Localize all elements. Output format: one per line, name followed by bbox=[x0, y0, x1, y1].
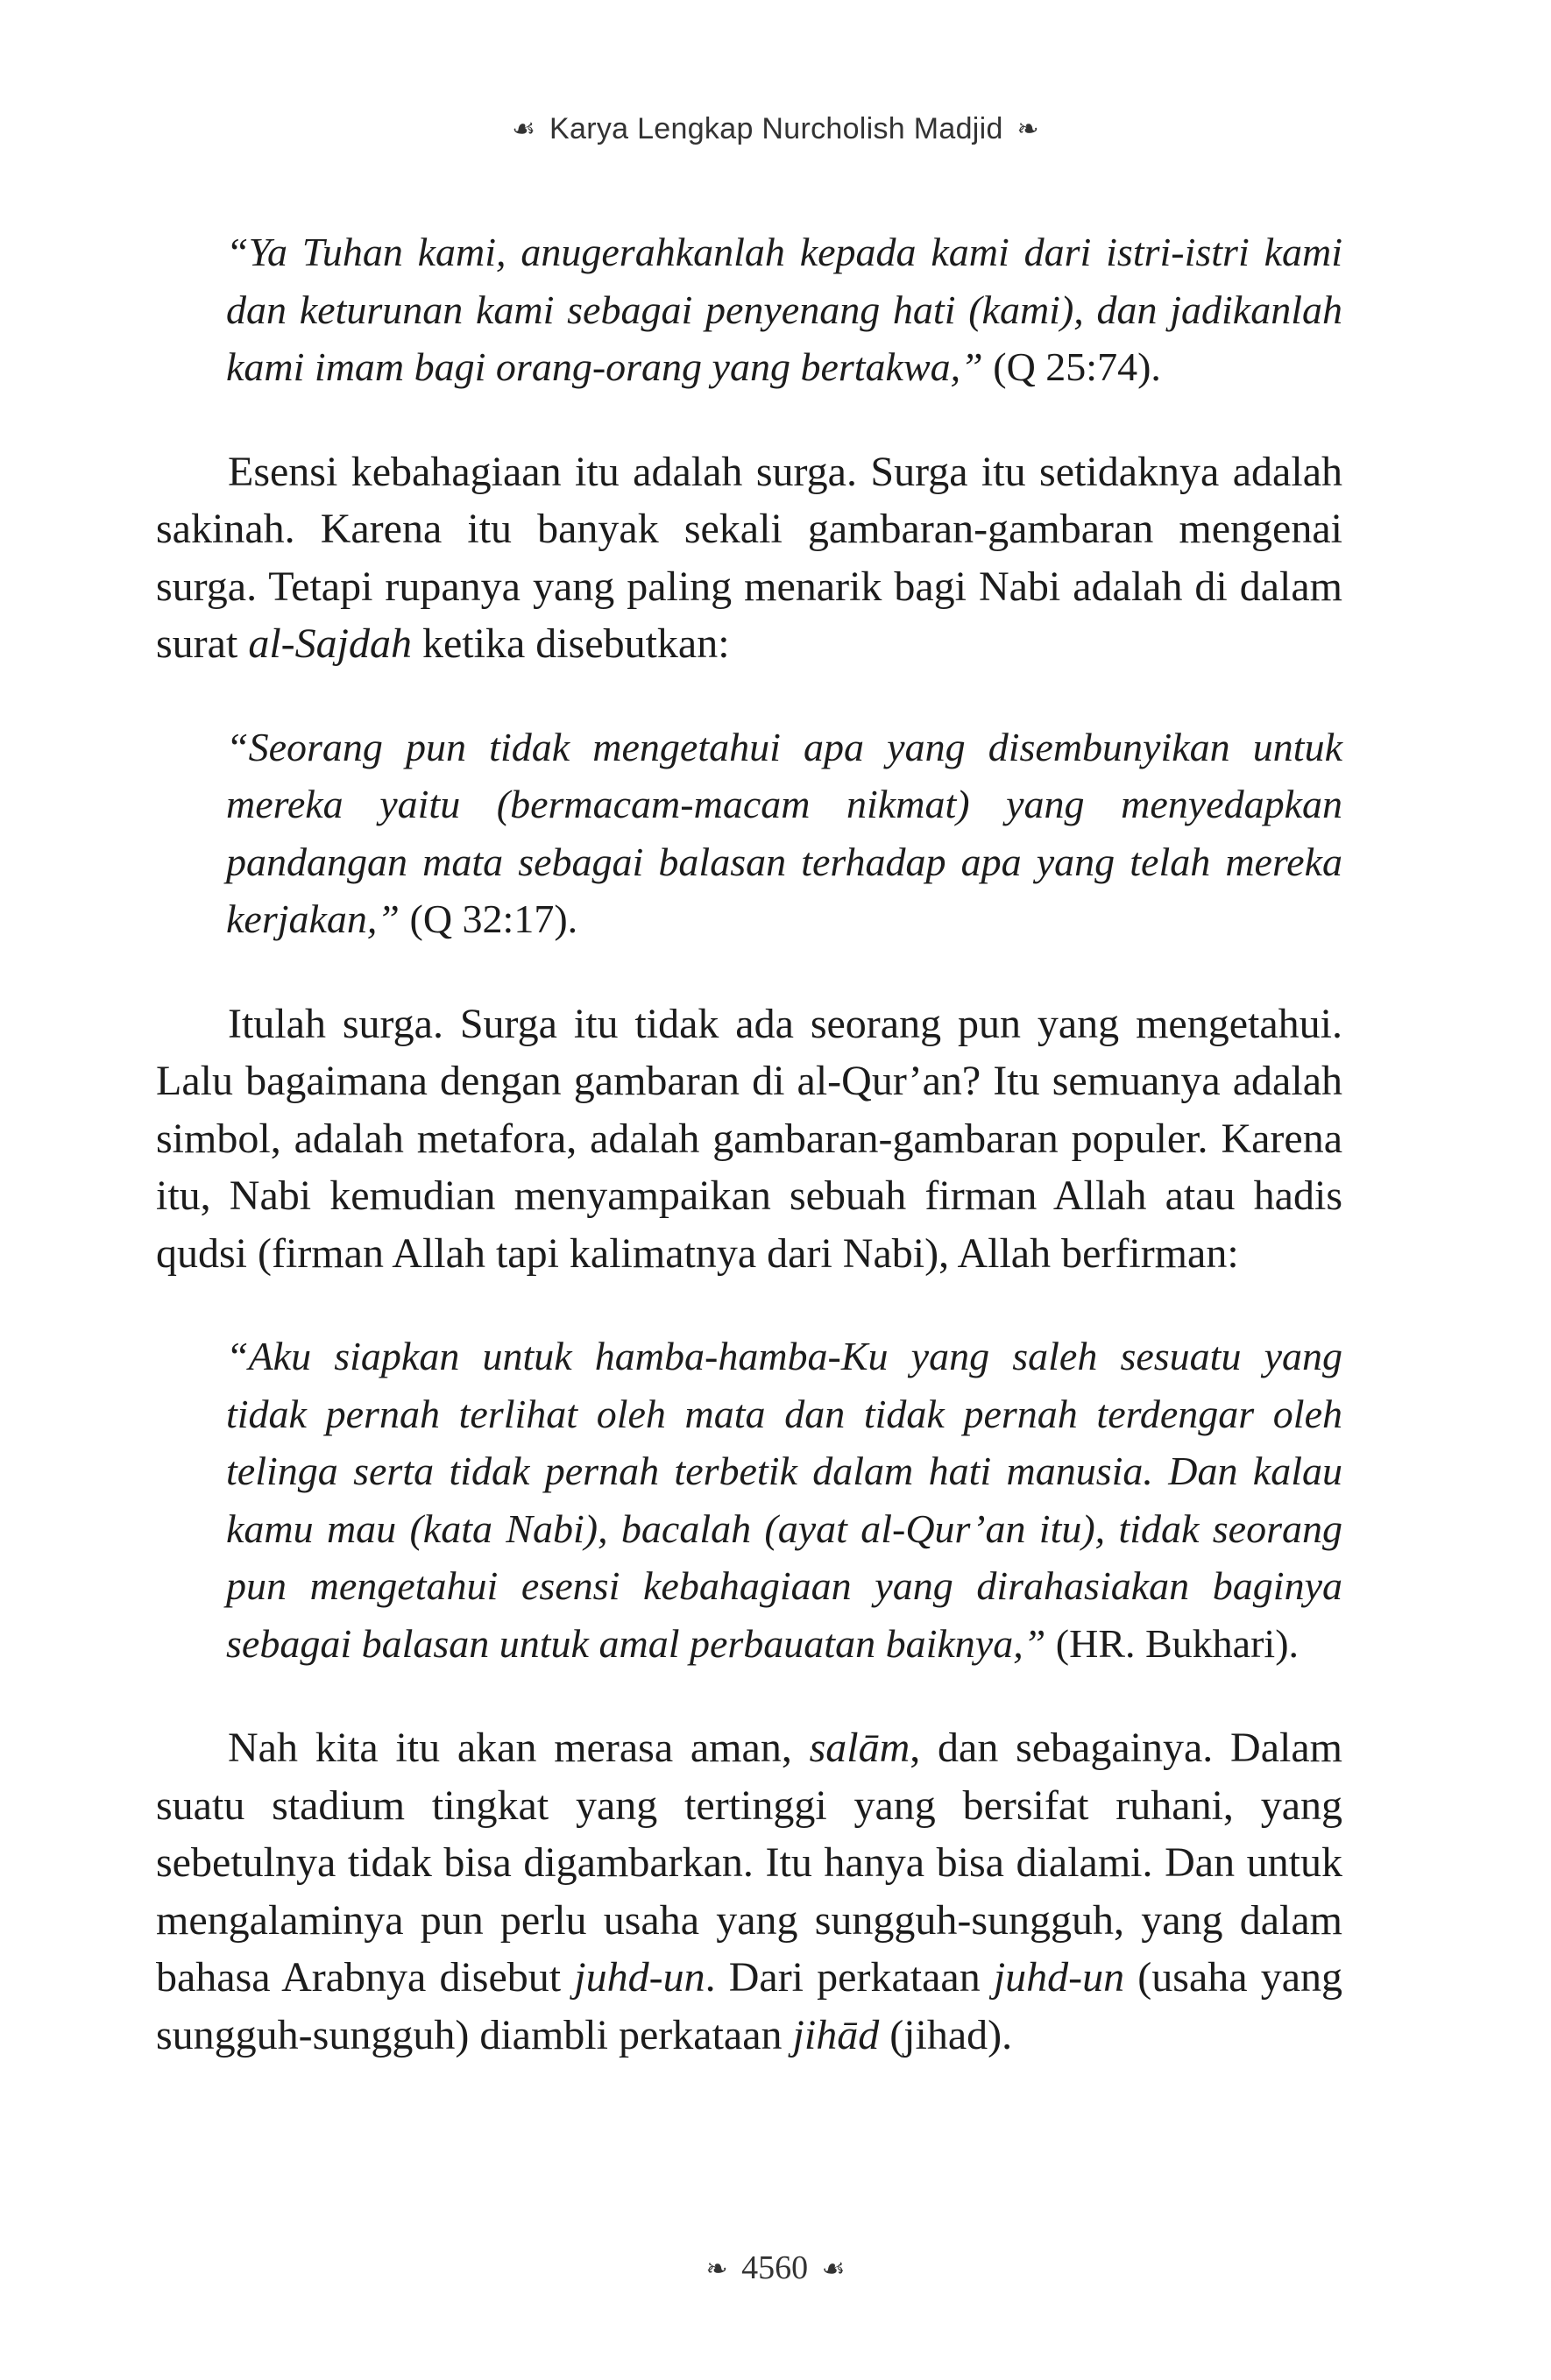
fleuron-right-icon: ❧ bbox=[1016, 114, 1039, 145]
paragraph-2 bbox=[156, 995, 1342, 1283]
paragraph-text: , dan sebagainya. Dalam suatu stadium tingkat yang tertinggi yang bersifat ruhani, yang sebetulnya tidak bisa digambarkan. Itu hanya bisa dialami. Dan untuk mengalaminya pun perlu usaha yang sungguh-sungguh, yang dalam bahasa Arabnya disebut bbox=[156, 1725, 1342, 2001]
italic-term: jihād bbox=[792, 2011, 880, 2058]
paragraph-text: (usaha yang sungguh-sungguh) diambli perkataan bbox=[156, 1954, 1343, 2058]
paragraph-text: (jihad). bbox=[879, 2011, 1013, 2058]
fleuron-left-icon: ☙ bbox=[512, 114, 536, 145]
page-number: 4560 bbox=[741, 2249, 809, 2286]
fleuron-right-icon: ☙ bbox=[821, 2254, 846, 2284]
page-body bbox=[156, 223, 1342, 2064]
paragraph-text: . Dari perkataan bbox=[705, 1954, 994, 2001]
paragraph-3 bbox=[156, 1719, 1342, 2064]
running-header bbox=[0, 112, 1551, 146]
italic-term: juhd-un bbox=[574, 1954, 705, 2001]
paragraph-text: Nah kita itu akan merasa aman, bbox=[228, 1725, 810, 1771]
paragraph-text: Esensi kebahagiaan itu adalah surga. Surga itu setidaknya adalah sakinah. Karena itu banyak sekali gambaran-gambaran mengenai surga. Tetapi rupanya yang paling menarik bagi Nabi adalah di dalam surat bbox=[156, 448, 1342, 667]
paragraph-text: Itulah surga. Surga itu tidak ada seorang pun yang mengetahui. Lalu bagaimana dengan gambaran di al-Qur’an? Itu semuanya adalah simbol, adalah metafora, adalah gambaran-gambaran populer. Karena itu, Nabi kemudian menyampaikan sebuah firman Allah atau hadis qudsi (firman Allah tapi kalimatnya dari Nabi), Allah berfirman: bbox=[156, 1000, 1342, 1277]
quote-text: “Ya Tuhan kami, anugerahkanlah kepada kami dari istri-istri kami dan keturunan kami sebagai penyenang hati (kami), dan jadikanlah kami imam bagi orang-orang yang bertakwa,” bbox=[226, 230, 1342, 389]
italic-term: al-Sajdah bbox=[248, 620, 412, 667]
quote-block-3 bbox=[226, 1328, 1342, 1672]
quote-reference: (Q 25:74). bbox=[982, 344, 1161, 389]
book-title: Karya Lengkap Nurcholish Madjid bbox=[549, 112, 1003, 145]
quote-text: “Aku siapkan untuk hamba-hamba-Ku yang saleh sesuatu yang tidak pernah terlihat oleh mata dan tidak pernah terdengar oleh telinga serta tidak pernah terbetik dalam hati manusia. Dan kalau kamu mau (kata Nabi), bacalah (ayat al-Qur’an itu), tidak seorang pun mengetahui esensi kebahagiaan yang dirahasiakan baginya sebagai balasan untuk amal perbauatan baiknya,” bbox=[226, 1334, 1342, 1666]
quote-block-2 bbox=[226, 719, 1342, 948]
italic-term: juhd-un bbox=[993, 1954, 1125, 2001]
paragraph-1 bbox=[156, 443, 1342, 673]
quote-reference: (HR. Bukhari). bbox=[1045, 1620, 1300, 1666]
page-footer bbox=[0, 2249, 1551, 2287]
quote-block-1 bbox=[226, 223, 1342, 396]
paragraph-text: ketika disebutkan: bbox=[411, 620, 730, 667]
fleuron-left-icon: ❧ bbox=[705, 2254, 728, 2284]
italic-term: salām bbox=[809, 1725, 910, 1771]
quote-reference: (Q 32:17). bbox=[400, 896, 578, 941]
quote-text: “Seorang pun tidak mengetahui apa yang disembunyikan untuk mereka yaitu (bermacam-macam nikmat) yang menyedapkan pandangan mata sebagai balasan terhadap apa yang telah mereka kerjakan,” bbox=[226, 724, 1342, 941]
